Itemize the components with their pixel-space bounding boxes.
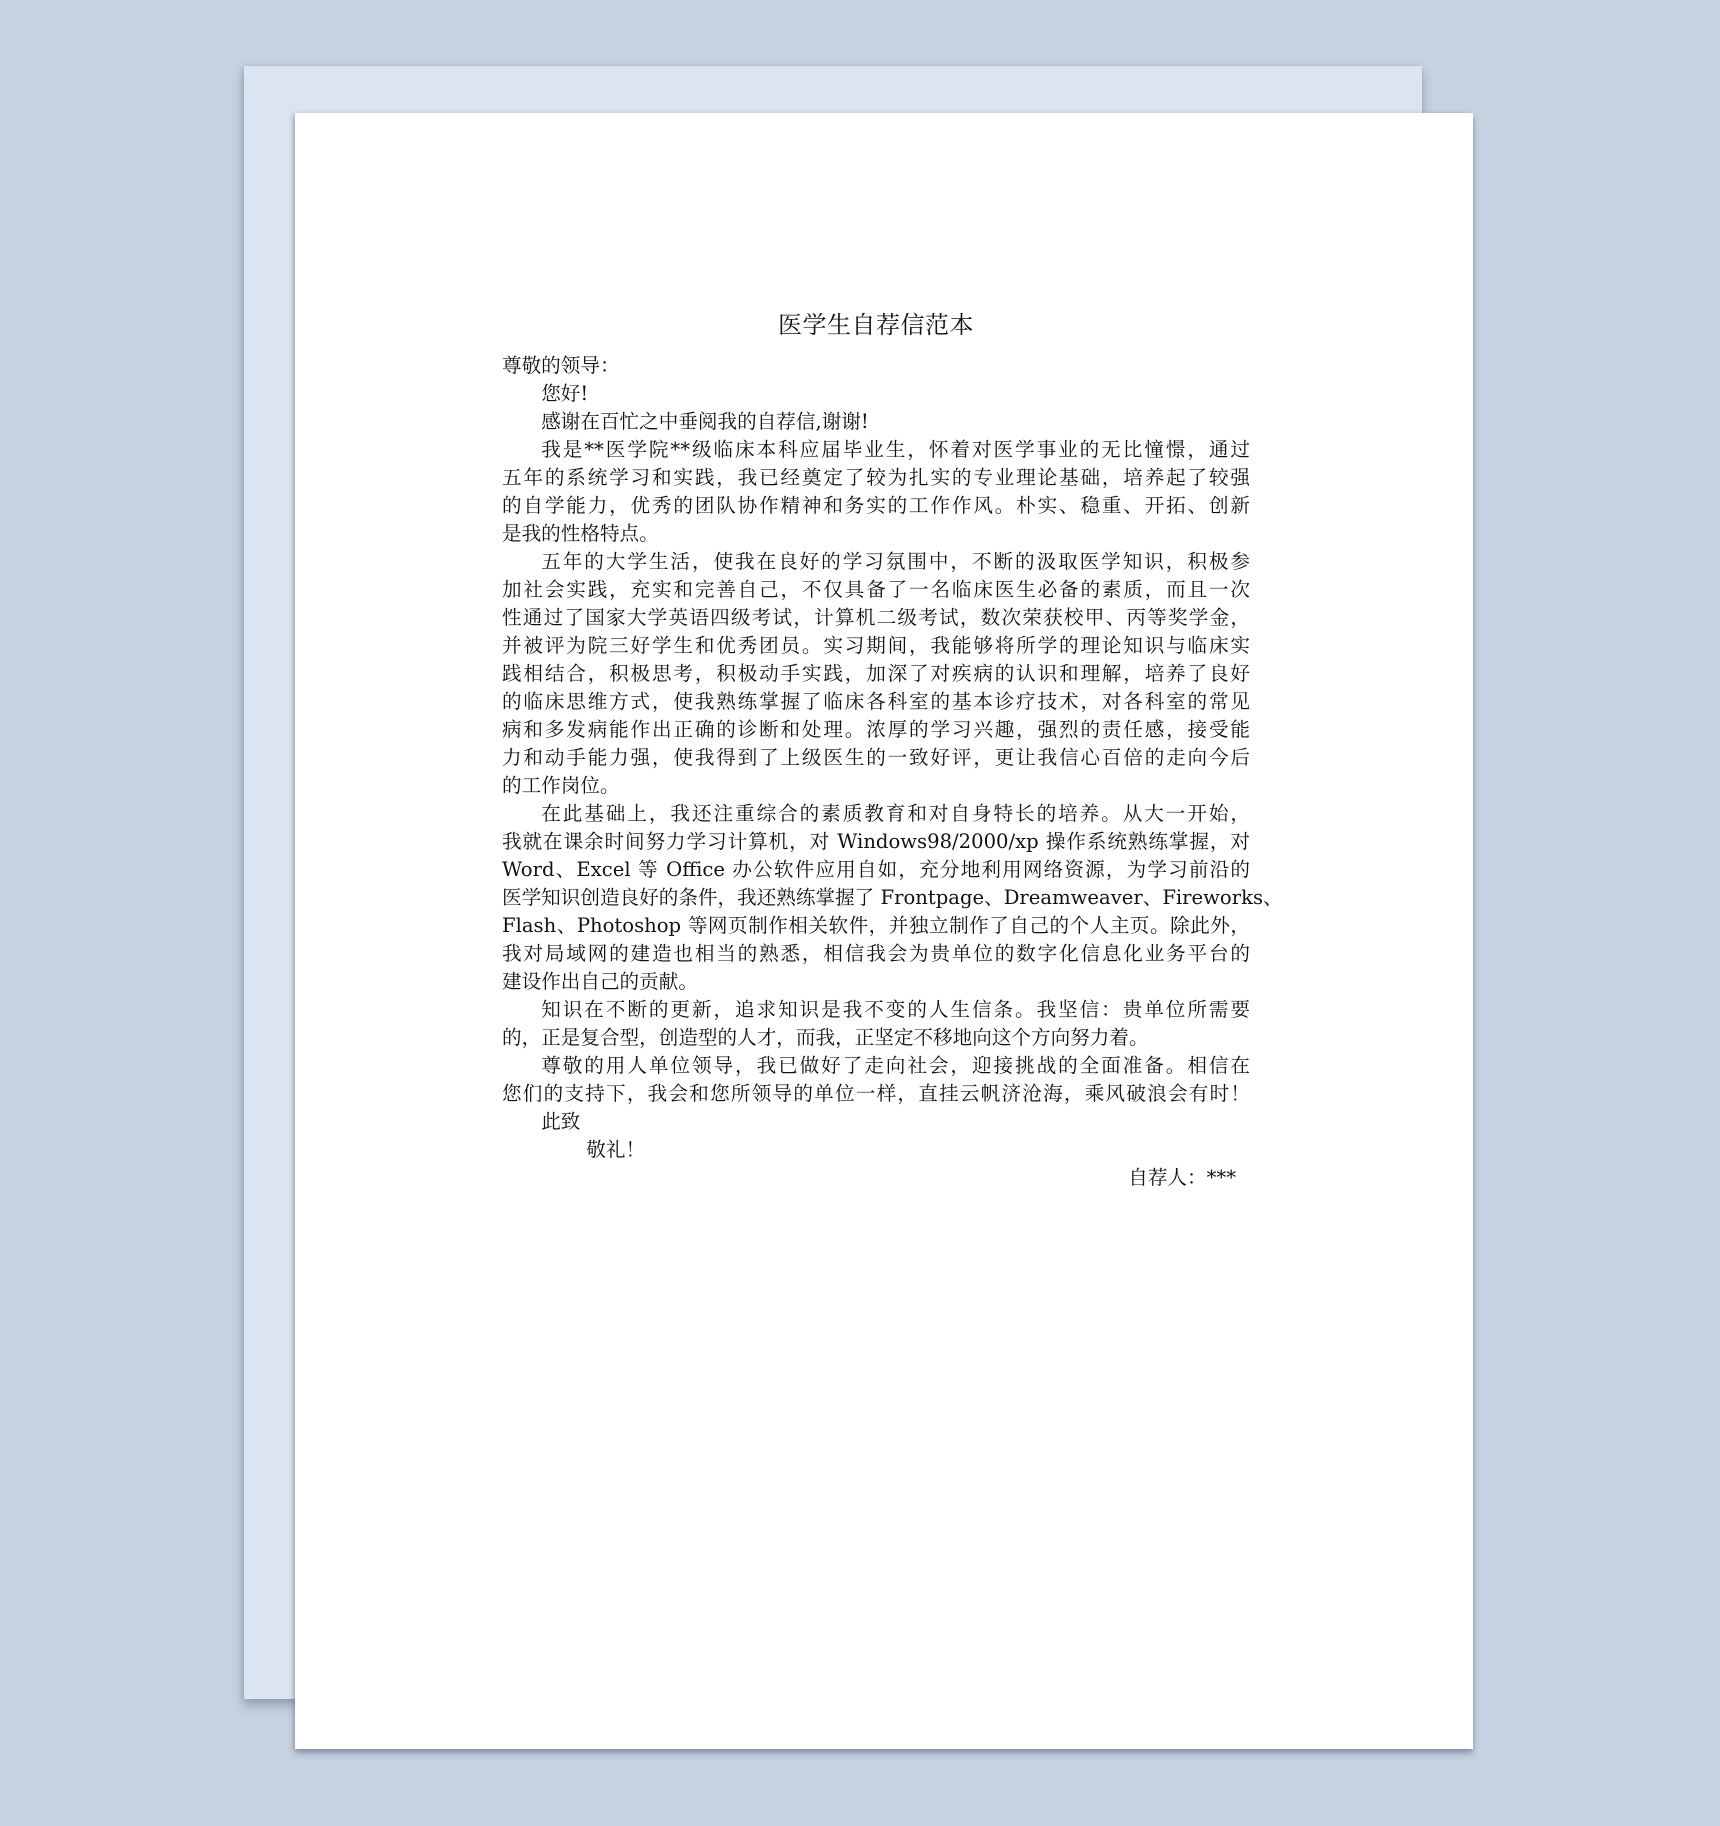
paragraph-line: 建设作出自己的贡献。 — [502, 970, 698, 993]
paragraph-line: 知识在不断的更新，追求知识是我不变的人生信条。我坚信：贵单位所需要 — [541, 998, 1250, 1021]
paragraph-5 — [502, 1052, 1250, 1108]
paragraph-line: 的，正是复合型，创造型的人才，而我，正坚定不移地向这个方向努力着。 — [502, 1026, 1149, 1049]
paragraph-line: 加社会实践，充实和完善自己，不仅具备了一名临床医生必备的素质，而且一次 — [502, 578, 1250, 601]
paragraph-line: 的工作岗位。 — [502, 774, 620, 797]
paragraph-line: 并被评为院三好学生和优秀团员。实习期间，我能够将所学的理论知识与临床实 — [502, 634, 1250, 657]
greeting: 您好! — [541, 382, 589, 405]
salutation: 尊敬的领导： — [502, 354, 620, 377]
paragraph-line: 五年的大学生活，使我在良好的学习氛围中，不断的汲取医学知识，积极参 — [541, 550, 1250, 573]
paragraph-line: 的自学能力，优秀的团队协作精神和务实的工作作风。朴实、稳重、开拓、创新 — [502, 494, 1250, 517]
document-title: 医学生自荐信范本 — [778, 311, 974, 339]
paragraph-line: Word、Excel 等 Office 办公软件应用自如，充分地利用网络资源，为学习前沿的 — [502, 858, 1250, 881]
paragraph-line: 尊敬的用人单位领导，我已做好了走向社会，迎接挑战的全面准备。相信在 — [541, 1054, 1250, 1077]
paragraph-2 — [502, 548, 1250, 800]
signature: 自荐人：*** — [1128, 1166, 1236, 1189]
paragraph-line: 我就在课余时间努力学习计算机，对 Windows98/2000/xp 操作系统熟练掌握，对 — [502, 830, 1250, 853]
thanks-line: 感谢在百忙之中垂阅我的自荐信,谢谢! — [541, 410, 869, 433]
paragraph-line: 的临床思维方式，使我熟练掌握了临床各科室的基本诊疗技术，对各科室的常见 — [502, 690, 1250, 713]
paragraph-line: Flash、Photoshop 等网页制作相关软件，并独立制作了自己的个人主页。除此外， — [502, 914, 1250, 937]
paragraph-line: 病和多发病能作出正确的诊断和处理。浓厚的学习兴趣，强烈的责任感，接受能 — [502, 718, 1250, 741]
closing-line-1: 此致 — [541, 1110, 581, 1133]
paragraph-line: 践相结合，积极思考，积极动手实践，加深了对疾病的认识和理解，培养了良好 — [502, 662, 1250, 685]
paragraph-4 — [502, 996, 1250, 1052]
closing-line-2: 敬礼！ — [586, 1138, 646, 1161]
paragraph-line: 我对局域网的建造也相当的熟悉，相信我会为贵单位的数字化信息化业务平台的 — [502, 942, 1250, 965]
paragraph-line: 您们的支持下，我会和您所领导的单位一样，直挂云帆济沧海，乘风破浪会有时！ — [502, 1082, 1250, 1105]
paragraph-line: 我是**医学院**级临床本科应届毕业生，怀着对医学事业的无比憧憬，通过 — [541, 438, 1250, 461]
paragraph-line: 力和动手能力强，使我得到了上级医生的一致好评，更让我信心百倍的走向今后 — [502, 746, 1250, 769]
paragraph-line: 性通过了国家大学英语四级考试，计算机二级考试，数次荣获校甲、丙等奖学金， — [502, 606, 1250, 629]
paragraph-line: 五年的系统学习和实践，我已经奠定了较为扎实的专业理论基础，培养起了较强 — [502, 466, 1250, 489]
paragraph-1 — [502, 436, 1250, 548]
paragraph-line: 是我的性格特点。 — [502, 522, 659, 545]
document-page — [295, 113, 1473, 1749]
letter-body — [502, 310, 1283, 1192]
paragraph-line: 在此基础上，我还注重综合的素质教育和对自身特长的培养。从大一开始， — [541, 802, 1250, 825]
paragraph-line: 医学知识创造良好的条件，我还熟练掌握了 Frontpage、Dreamweaver、Fireworks、 — [502, 886, 1283, 909]
paragraph-3 — [502, 800, 1283, 996]
